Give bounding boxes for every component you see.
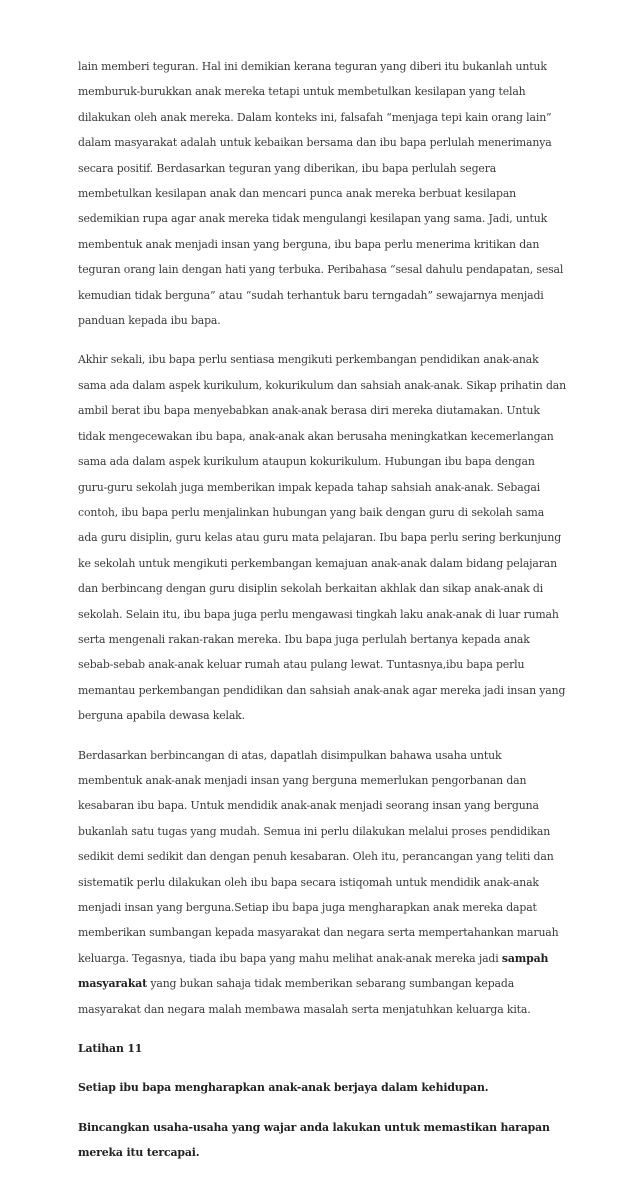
paragraph-1: lain memberi teguran. Hal ini demikian kerana teguran yang diberi itu bukanlah untuk memburuk-burukkan anak mereka tetapi untuk membetulkan kesilapan yang telah dilakukan oleh anak mereka. Dalam konteks ini, falsafah “menjaga tepi kain orang lain” dalam masyarakat adalah untuk kebaikan bersama dan ibu bapa perlulah menerimanya secara positif. Berdasarkan teguran yang diberikan, ibu bapa perlulah segera membetulkan kesilapan anak dan mencari punca anak mereka berbuat kesilapan sedemikian rupa agar anak mereka tidak mengulangi kesilapan yang sama. Jadi, untuk membentuk anak menjadi insan yang berguna, ibu bapa perlu menerima kritikan dan teguran orang lain dengan hati yang terbuka. Peribahasa “sesal dahulu pendapatan, sesal kemudian tidak berguna” atau “sudah terhantuk baru terngadah” sewajarnya menjadi panduan kepada ibu bapa. — [78, 60, 564, 328]
paragraph-3-text-end: yang bukan sahaja tidak memberikan sebarang sumbangan kepada masyarakat dan negara malah membawa masalah serta menjatuhkan keluarga kita. — [78, 977, 531, 1016]
exercise-statement: Setiap ibu bapa mengharapkan anak-anak berjaya dalam kehidupan. — [78, 1081, 489, 1095]
paragraph-3-bold-phrase: sampah masyarakat — [78, 951, 549, 991]
document-page — [78, 54, 566, 1180]
paragraph-3 — [78, 743, 566, 1022]
paragraph-3-text-start: Berdasarkan berbincangan di atas, dapatlah disimpulkan bahawa usaha untuk membentuk anak-anak menjadi insan yang berguna memerlukan pengorbanan dan kesabaran ibu bapa. Untuk mendidik anak-anak menjadi seorang insan yang berguna bukanlah satu tugas yang mudah. Semua ini perlu dilakukan melalui proses pendidikan sedikit demi sedikit dan dengan penuh kesabaran. Oleh itu, perancangan yang teliti dan sistematik perlu dilakukan oleh ibu bapa secara istiqomah untuk mendidik anak-anak menjadi insan yang berguna.Setiap ibu bapa juga mengharapkan anak mereka dapat memberikan sumbangan kepada masyarakat dan negara serta mempertahankan maruah keluarga. Tegasnya, tiada ibu bapa yang mahu melihat anak-anak mereka jadi — [78, 748, 559, 965]
paragraph-2: Akhir sekali, ibu bapa perlu sentiasa mengikuti perkembangan pendidikan anak-anak sama ada dalam aspek kurikulum, kokurikulum dan sahsiah anak-anak. Sikap prihatin dan ambil berat ibu bapa menyebabkan anak-anak berasa diri mereka diutamakan. Untuk tidak mengecewakan ibu bapa, anak-anak akan berusaha meningkatkan kecemerlangan sama ada dalam aspek kurikulum ataupun kokurikulum. Hubungan ibu bapa dengan guru-guru sekolah juga memberikan impak kepada tahap sahsiah anak-anak. Sebagai contoh, ibu bapa perlu menjalinkan hubungan yang baik dengan guru di sekolah sama ada guru disiplin, guru kelas atau guru mata pelajaran. Ibu bapa perlu sering berkunjung ke sekolah untuk mengikuti perkembangan kemajuan anak-anak dalam bidang pelajaran dan berbincang dengan guru disiplin sekolah berkaitan akhlak dan sikap anak-anak di sekolah. Selain itu, ibu bapa juga perlu mengawasi tingkah laku anak-anak di luar rumah serta mengenali rakan-rakan mereka. Ibu bapa juga perlulah bertanya kepada anak sebab-sebab anak-anak keluar rumah atau pulang lewat. Tuntasnya,ibu bapa perlu memantau perkembangan pendidikan dan sahsiah anak-anak agar mereka jadi insan yang berguna apabila dewasa kelak. — [78, 353, 566, 723]
exercise-question: Bincangkan usaha-usaha yang wajar anda lakukan untuk memastikan harapan mereka itu tercapai. — [78, 1120, 550, 1160]
exercise-heading: Latihan 11 — [78, 1042, 143, 1056]
